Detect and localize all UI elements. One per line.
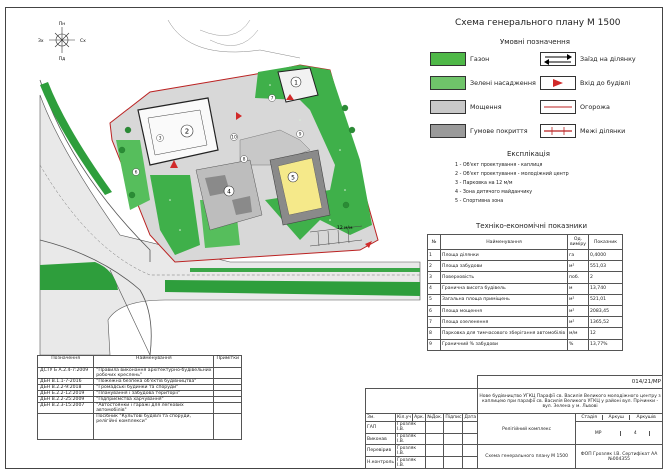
paving-swatch xyxy=(430,100,466,114)
entry-arrows-icon xyxy=(540,52,576,66)
references-table: Позначення Найменування Примітки ДСТУ Б А.2.4-7:2009 "Правила виконання архітектурно-будівельних робочих креслень" ДБН В.1.1-7-2016 "Пожежна безпека об'єктів будівництва" ДБН В.2.2-9:2018 "Громадські будинки та споруди" ДБН Б.2.2-12:2019 "Планування і забудова території" ДБН В.2.2-25:2009 "Підприємства харчування" ДБН В.2.3-15:2007 "Автостоянки і гаражі для легкових автомобілів" Посібник "Культові будівлі та споруди, релігійні комплекси" xyxy=(37,355,242,440)
svg-text:6: 6 xyxy=(134,170,138,176)
tech-heading: Техніко-економічні показники xyxy=(476,222,588,230)
legend-site-boundary: Межі ділянки xyxy=(540,124,625,138)
object-description: Нове будівництво УГКЦ Парафії св. Василія Великого молодіжного центру з каплицею при парафії св. Василія Великого УГКЦ у районі вул. Прічинки - вул. Зелена у м. Львові xyxy=(478,388,663,414)
compass-s: Пд xyxy=(58,57,66,62)
building-entrance-icon xyxy=(540,76,576,90)
legend-entry: Заїзд на ділянку xyxy=(540,52,636,66)
table-row: ДБН В.2.2-25:2009 "Підприємства харчування" xyxy=(38,397,242,403)
stage-value: МР xyxy=(576,431,621,436)
table-row: ДБН В.1.1-7-2016 "Пожежна безпека об'єктів будівництва" xyxy=(38,379,242,385)
title-block: 014/21/МР Нове будівництво УГКЦ Парафії св. Василія Великого молодіжного центру з каплицею при парафії св. Василія Великого УГКЦ у районі вул. Прічинки - вул. Зелена у м. Львові Зм. Кіл.уч Арк. №Док. Підпис Дата Релігійний комплекс Стадія Аркуш Аркушів ГАП Грозляк І.В. МР 4 Виконав Грозляк І.В. Перевірив Грозляк І.В. Схема генерального плану М 1500 ФОП Грозляк І.В. Сертифікат АА №004355 Н.контроль Грозляк І.В. xyxy=(365,375,663,469)
table-row: 1 Площа ділянки га 0,4000 xyxy=(428,250,623,261)
table-row: 9 Граничний % забудови % 13,77% xyxy=(428,339,623,350)
table-row: ДБН В.2.3-15:2007 "Автостоянки і гаражі для легкових автомобілів" xyxy=(38,403,242,414)
legend-heading: Умовні позначення xyxy=(500,38,570,46)
svg-text:2: 2 xyxy=(184,127,190,136)
svg-text:5: 5 xyxy=(291,174,295,182)
explication-item: 4 - Зона дитячого майданчику xyxy=(455,190,533,195)
table-row: 4 Гранична висота будівель м 13,740 xyxy=(428,283,623,294)
explication-heading: Експлікація xyxy=(507,150,550,158)
table-row: 3 Поверховість поб. 2 xyxy=(428,272,623,283)
table-row: Посібник "Культові будівлі та споруди, релігійні комплекси" xyxy=(38,414,242,440)
lawn-swatch xyxy=(430,52,466,66)
plantings-swatch xyxy=(430,76,466,90)
explication-item: 5 - Спортивна зона xyxy=(455,199,504,204)
table-row: 2 Площа забудови м² 551,03 xyxy=(428,261,623,272)
company-info: ФОП Грозляк І.В. Сертифікат АА №004355 xyxy=(576,445,663,469)
legend-rubber: Гумове покриття xyxy=(430,124,528,138)
fence-icon xyxy=(540,100,576,114)
rubber-swatch xyxy=(430,124,466,138)
svg-text:10: 10 xyxy=(231,135,237,141)
table-row: ДСТУ Б А.2.4-7:2009 "Правила виконання архітектурно-будівельних робочих креслень" xyxy=(38,368,242,379)
sheet-value: 4 xyxy=(621,431,650,436)
drawing-name: Схема генерального плану М 1500 xyxy=(478,445,576,469)
svg-text:7: 7 xyxy=(270,96,274,102)
site-boundary-icon xyxy=(540,124,576,138)
compass-w: Зх xyxy=(38,39,44,44)
compass-icon xyxy=(49,27,75,53)
section-name: Релігійний комплекс xyxy=(478,414,576,445)
table-row: 7 Площа озеленення м² 1365,52 xyxy=(428,317,623,328)
legend-fence: Огорожа xyxy=(540,100,610,114)
explication-item: 2 - Об'єкт проектування - молодіжний центр xyxy=(455,172,569,177)
table-row: 8 Парковка для тимчасового зберігання автомобілів м/м 12 xyxy=(428,328,623,339)
drawing-code: 014/21/МР xyxy=(478,376,663,389)
plan-title: Схема генерального плану М 1500 xyxy=(455,18,621,28)
svg-text:9: 9 xyxy=(298,132,302,138)
table-row: ДБН В.2.2-9:2018 "Громадські будинки та споруди" xyxy=(38,385,242,391)
explication-item: 1 - Об'єкт проектування - каплиця xyxy=(455,163,543,168)
legend-paving: Мощення xyxy=(430,100,502,114)
compass-n: Пн xyxy=(58,22,66,27)
parking-label: 12 м/м xyxy=(337,226,353,231)
svg-text:3: 3 xyxy=(158,136,162,142)
table-row: 6 Площа мощення м² 2083,45 xyxy=(428,305,623,316)
svg-text:8: 8 xyxy=(242,157,246,163)
legend-green-plantings: Зелені насадження xyxy=(430,76,536,90)
svg-text:4: 4 xyxy=(227,188,231,196)
legend-lawn: Газон xyxy=(430,52,489,66)
explication-item: 3 - Парковка на 12 м/м xyxy=(455,181,513,186)
tech-table: № Найменування Од. виміру Показник 1 Площа ділянки га 0,4000 2 Площа забудови м² 551,03 3 Поверховість поб. 2 4 Гранична висота будівель м 13,740 5 Загальна площа приміщень м² 521,01 6 Площа мощення м² 2083,45 7 Площа озеленення м² 1365,52 8 Парковка для тимчасового зберігання автомобілів м/м 12 9 Граничний % забудови % 13,77% xyxy=(427,234,623,351)
table-row: 5 Загальна площа приміщень м² 521,01 xyxy=(428,294,623,305)
svg-text:1: 1 xyxy=(294,79,298,87)
legend-building-entrance: Вхід до будівлі xyxy=(540,76,630,90)
table-row: ДБН Б.2.2-12:2019 "Планування і забудова території" xyxy=(38,391,242,397)
compass-e: Сх xyxy=(80,39,86,44)
